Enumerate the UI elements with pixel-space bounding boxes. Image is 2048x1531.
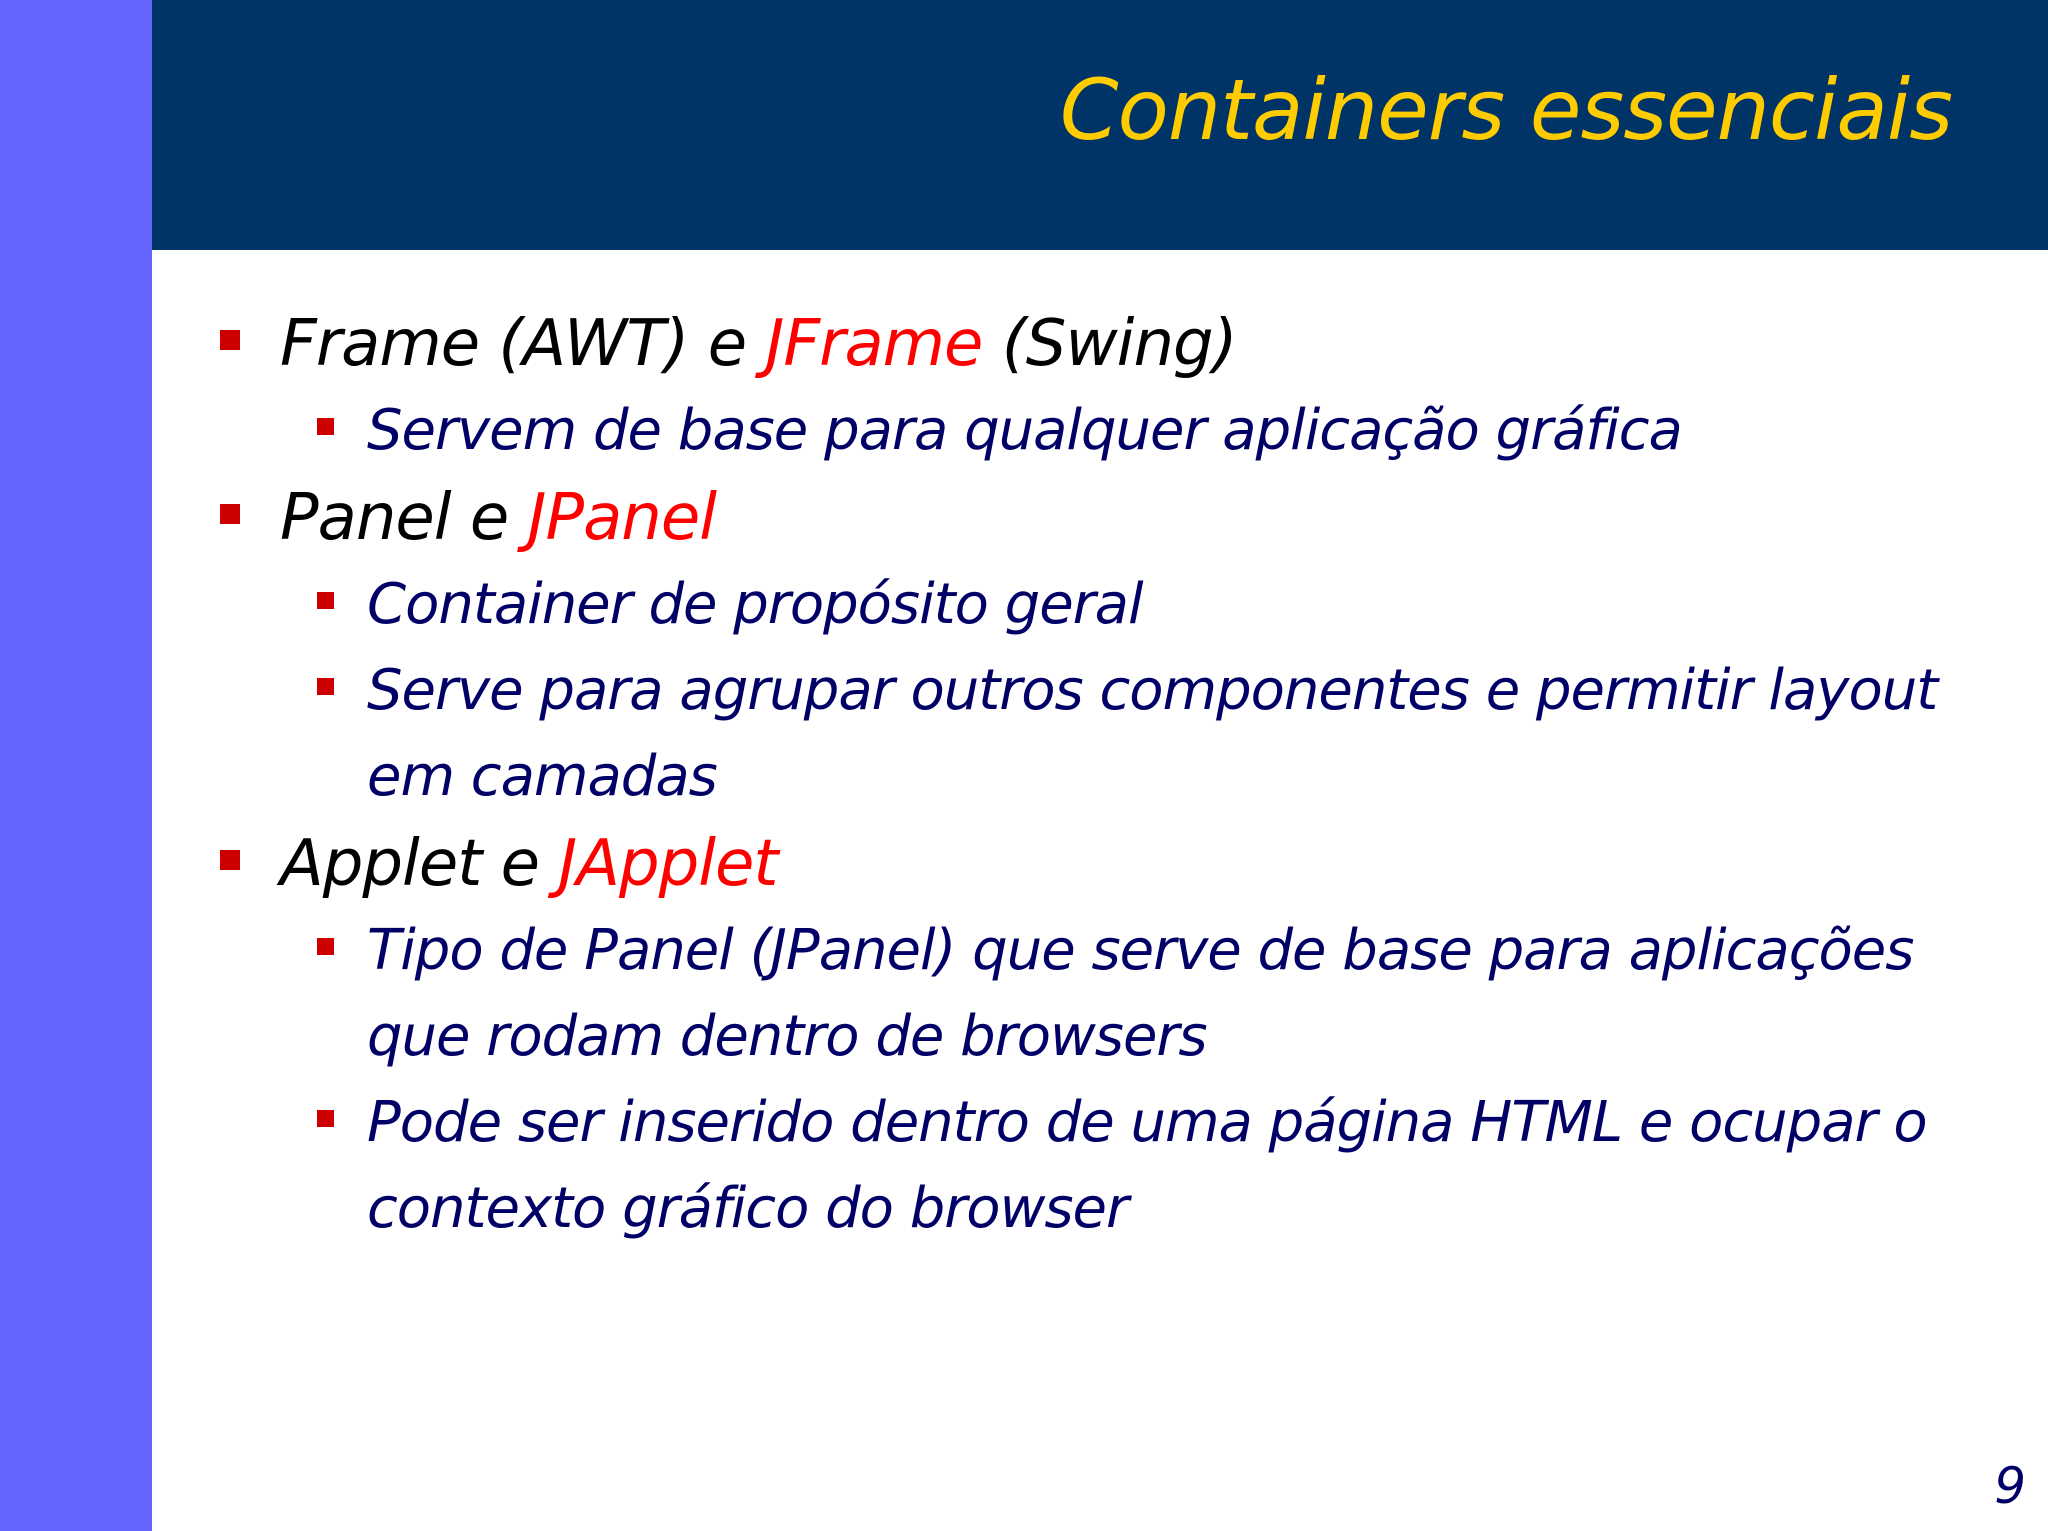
bullet-text: Frame (AWT) e	[280, 307, 766, 381]
sub-bullet-text: Serve para agrupar outros componentes e permitir layout em camadas	[367, 658, 1938, 809]
sub-bullet-item	[367, 648, 1987, 820]
sub-bullet-list	[215, 562, 1995, 820]
sub-bullet-item	[367, 388, 1987, 474]
square-bullet-icon	[317, 592, 334, 609]
bullet-highlight: JApplet	[558, 827, 778, 901]
sub-bullet-text: Container de propósito geral	[367, 572, 1143, 637]
slide-title: Containers essenciais	[1059, 61, 1952, 159]
bullet-item	[215, 820, 1995, 908]
side-accent-bar	[0, 0, 152, 1531]
bullet-list	[215, 300, 1995, 1252]
sub-bullet-item	[367, 908, 1987, 1080]
sub-bullet-list	[215, 388, 1995, 474]
bullet-item	[215, 474, 1995, 562]
sub-bullet-text: Pode ser inserido dentro de uma página HTML e ocupar o contexto gráfico do browser	[367, 1090, 1927, 1241]
square-bullet-icon	[317, 1110, 334, 1127]
square-bullet-icon	[317, 678, 334, 695]
square-bullet-icon	[220, 850, 240, 870]
square-bullet-icon	[220, 504, 240, 524]
square-bullet-icon	[317, 418, 334, 435]
bullet-highlight: JPanel	[527, 481, 716, 555]
sub-list-wrapper	[215, 908, 1995, 1252]
sub-bullet-text: Servem de base para qualquer aplicação gráfica	[367, 398, 1682, 463]
sub-bullet-item	[367, 562, 1987, 648]
bullet-item	[215, 300, 1995, 388]
square-bullet-icon	[220, 330, 240, 350]
bullet-text: Applet e	[280, 827, 559, 901]
page-number: 9	[1994, 1457, 2026, 1515]
sub-bullet-list	[215, 908, 1995, 1252]
sub-list-wrapper	[215, 388, 1995, 474]
square-bullet-icon	[317, 938, 334, 955]
sub-bullet-text: Tipo de Panel (JPanel) que serve de base para aplicações que rodam dentro de browsers	[367, 918, 1914, 1069]
sub-list-wrapper	[215, 562, 1995, 820]
sub-bullet-item	[367, 1080, 1987, 1252]
title-bar	[152, 0, 2048, 250]
bullet-highlight: JFrame	[765, 307, 983, 381]
bullet-suffix: (Swing)	[982, 307, 1237, 381]
bullet-text: Panel e	[280, 481, 528, 555]
